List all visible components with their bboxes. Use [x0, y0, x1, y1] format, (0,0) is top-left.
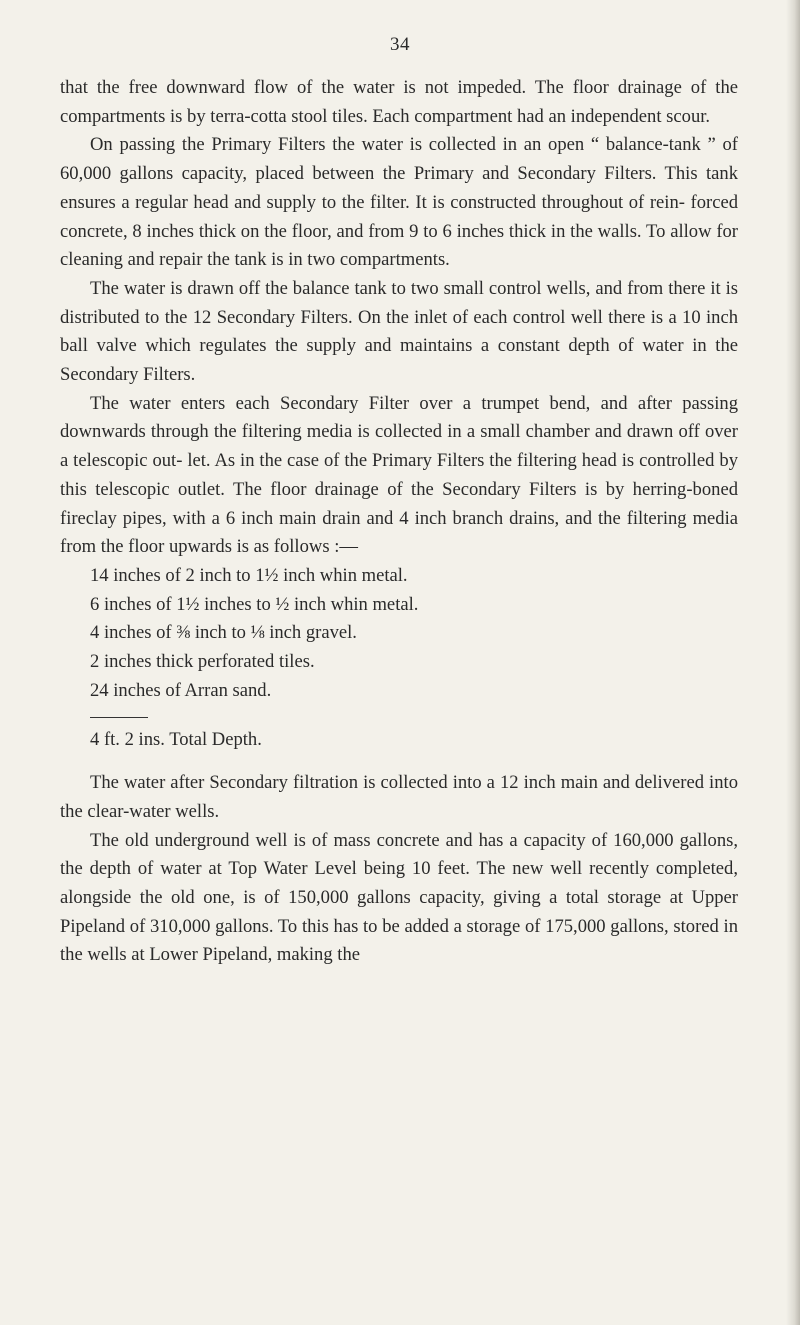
paragraph-secondary-filter: The water enters each Secondary Filter over a trumpet bend, and after passing downwards through the filtering media is collected in a small chamber and drawn off over a telescopic out- let. As in the case of the Primary Filters the filtering head is controlled by this telescopic outlet. The floor drainage of the Secondary Filters is by herring-boned fireclay pipes, with a 6 inch main drain and 4 inch branch drains, and the filtering media from the floor upwards is as follows :— [60, 392, 738, 558]
list-item: 24 inches of Arran sand. [90, 679, 272, 701]
page-edge-shadow [786, 0, 800, 1325]
paragraph-balance-tank: On passing the Primary Filters the water is collected in an open “ balance-tank ” of 60,000 gallons capacity, placed between the Primary and Secondary Filters. This tank ensures a regular head and supply to the filter. It is constructed throughout of rein- forced concrete, 8 inches thick on the floor, and from 9 to 6 inches thick in the walls. To allow for cleaning and repair the tank is in two compartments. [60, 134, 738, 271]
list-item: 6 inches of 1½ inches to ½ inch whin metal. [90, 593, 419, 615]
total-depth: 4 ft. 2 ins. Total Depth. [90, 729, 262, 751]
list-item: 2 inches thick perforated tiles. [90, 651, 315, 673]
page-number: 34 [390, 34, 410, 55]
paragraph-control-wells: The water is drawn off the balance tank to two small control wells, and from there it is distributed to the 12 Secondary Filters. On the inlet of each control well there is a 10 inch ball valve which regulates the supply and maintains a constant depth of water in the Secondary Filters. [60, 277, 738, 386]
list-item: 14 inches of 2 inch to 1½ inch whin metal. [90, 564, 408, 586]
filtering-media-list [60, 562, 738, 706]
body-text [60, 74, 738, 970]
paragraph-continued: that the free downward flow of the water is not impeded. The floor drainage of the compartments is by terra-cotta stool tiles. Each compartment had an independent scour. [60, 77, 738, 127]
paragraph-storage: The old underground well is of mass concrete and has a capacity of 160,000 gallons, the depth of water at Top Water Level being 10 feet. The new well recently completed, alongside the old one, is of 150,000 gallons capacity, giving a total storage at Upper Pipeland of 310,000 gallons. To this has to be added a storage of 175,000 gallons, stored in the wells at Lower Pipeland, making the [60, 829, 738, 966]
list-item: 4 inches of ⅜ inch to ⅛ inch gravel. [90, 622, 357, 644]
paragraph-clear-water: The water after Secondary filtration is collected into a 12 inch main and delivered into the clear-water wells. [60, 772, 738, 822]
sum-divider [90, 717, 148, 718]
